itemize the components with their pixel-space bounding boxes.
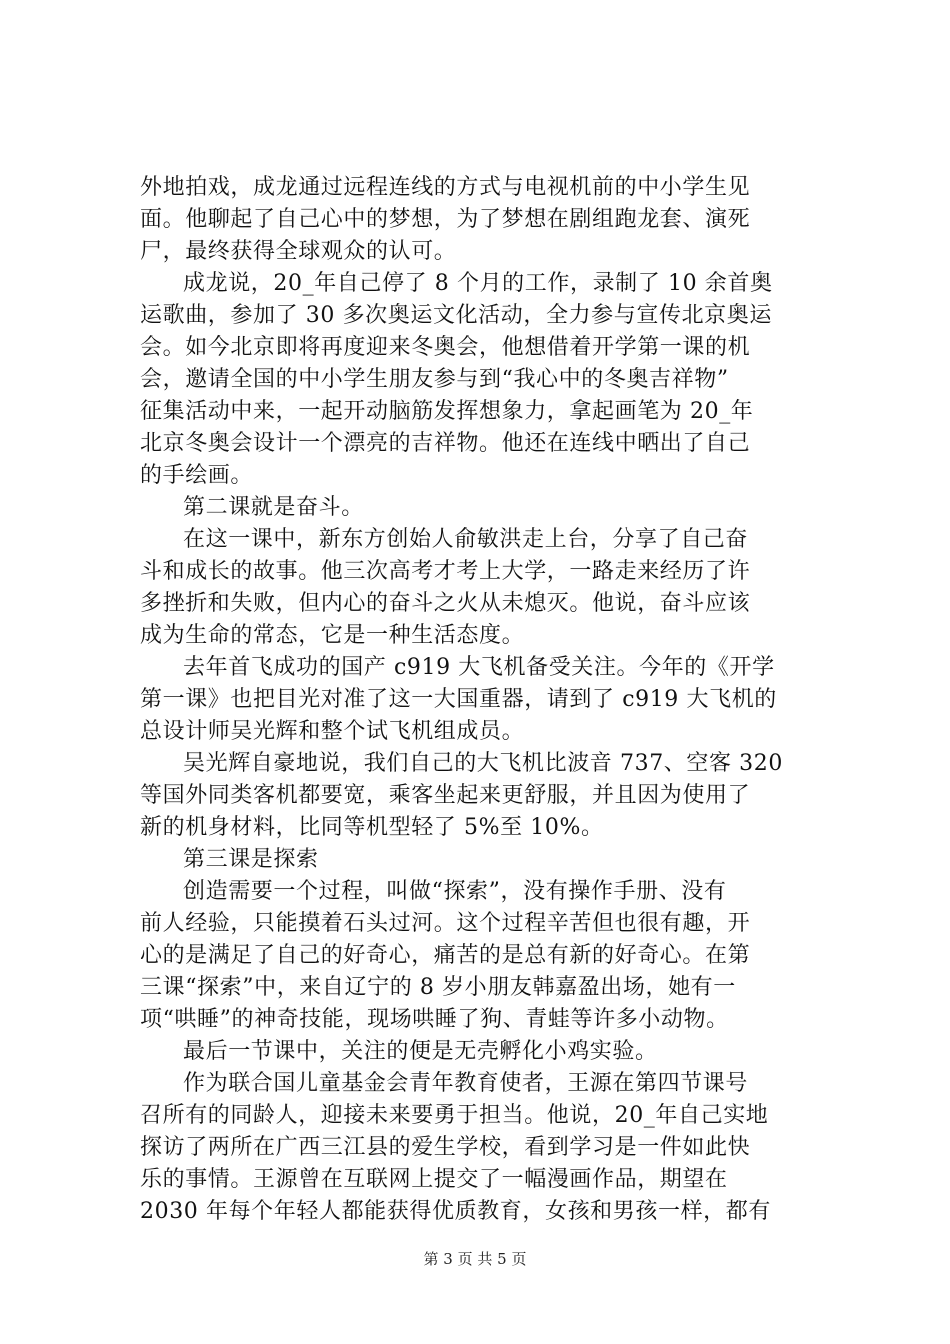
text-line: 等国外同类客机都要宽，乘客坐起来更舒服，并且因为使用了 xyxy=(140,783,751,808)
text-line: 会，邀请全国的中小学生朋友参与到“我心中的冬奥吉祥物” xyxy=(140,367,729,392)
text-line: 第一课》也把目光对准了这一大国重器，请到了 c919 大飞机的 xyxy=(140,687,777,712)
text-line: 召所有的同龄人，迎接未来要勇于担当。他说，20_年自己实地 xyxy=(140,1103,769,1128)
text-line: 在这一课中，新东方创始人俞敏洪走上台，分享了自己奋 xyxy=(183,527,749,552)
text-line: 第三课是探索 xyxy=(183,847,319,872)
text-line: 最后一节课中，关注的便是无壳孵化小鸡实验。 xyxy=(183,1039,658,1064)
text-line: 前人经验，只能摸着石头过河。这个过程辛苦但也很有趣，开 xyxy=(140,911,751,936)
text-line: 征集活动中来，一起开动脑筋发挥想象力，拿起画笔为 20_年 xyxy=(140,399,754,424)
text-line: 外地拍戏，成龙通过远程连线的方式与电视机前的中小学生见 xyxy=(140,175,751,200)
text-line: 多挫折和失败，但内心的奋斗之火从未熄灭。他说，奋斗应该 xyxy=(140,591,751,616)
text-line: 新的机身材料，比同等机型轻了 5%至 10%。 xyxy=(140,815,604,840)
page-number-label: 第 3 页 共 5 页 xyxy=(423,1250,527,1268)
text-line: 去年首飞成功的国产 c919 大飞机备受关注。今年的《开学 xyxy=(183,655,775,680)
text-line: 的手绘画。 xyxy=(140,463,254,488)
text-line: 成龙说，20_年自己停了 8 个月的工作，录制了 10 余首奥 xyxy=(183,271,773,296)
text-line: 吴光辉自豪地说，我们自己的大飞机比波音 737、空客 320 xyxy=(183,751,783,776)
text-line: 运歌曲，参加了 30 多次奥运文化活动，全力参与宣传北京奥运 xyxy=(140,303,772,328)
text-line: 心的是满足了自己的好奇心，痛苦的是总有新的好奇心。在第 xyxy=(140,943,751,968)
text-line: 乐的事情。王源曾在互联网上提交了一幅漫画作品，期望在 xyxy=(140,1167,728,1192)
text-line: 项“哄睡”的神奇技能，现场哄睡了狗、青蛙等许多小动物。 xyxy=(140,1007,729,1032)
document-body xyxy=(140,172,830,1228)
text-line: 2030 年每个年轻人都能获得优质教育，女孩和男孩一样，都有 xyxy=(140,1199,771,1224)
text-line: 面。他聊起了自己心中的梦想，为了梦想在剧组跑龙套、演死 xyxy=(140,207,751,232)
text-line: 第二课就是奋斗。 xyxy=(183,495,364,520)
text-line: 作为联合国儿童基金会青年教育使者，王源在第四节课号 xyxy=(183,1071,749,1096)
text-line: 尸，最终获得全球观众的认可。 xyxy=(140,239,457,264)
text-line: 北京冬奥会设计一个漂亮的吉祥物。他还在连线中晒出了自己 xyxy=(140,431,751,456)
text-line: 创造需要一个过程，叫做“探索”，没有操作手册、没有 xyxy=(183,879,727,904)
text-line: 探访了两所在广西三江县的爱生学校，看到学习是一件如此快 xyxy=(140,1135,751,1160)
text-line: 总设计师吴光辉和整个试飞机组成员。 xyxy=(140,719,525,744)
text-line: 斗和成长的故事。他三次高考才考上大学，一路走来经历了许 xyxy=(140,559,751,584)
text-line: 成为生命的常态，它是一种生活态度。 xyxy=(140,623,525,648)
page-footer xyxy=(0,1248,950,1269)
text-line: 三课“探索”中，来自辽宁的 8 岁小朋友韩嘉盈出场，她有一 xyxy=(140,975,736,1000)
text-line: 会。如今北京即将再度迎来冬奥会，他想借着开学第一课的机 xyxy=(140,335,751,360)
